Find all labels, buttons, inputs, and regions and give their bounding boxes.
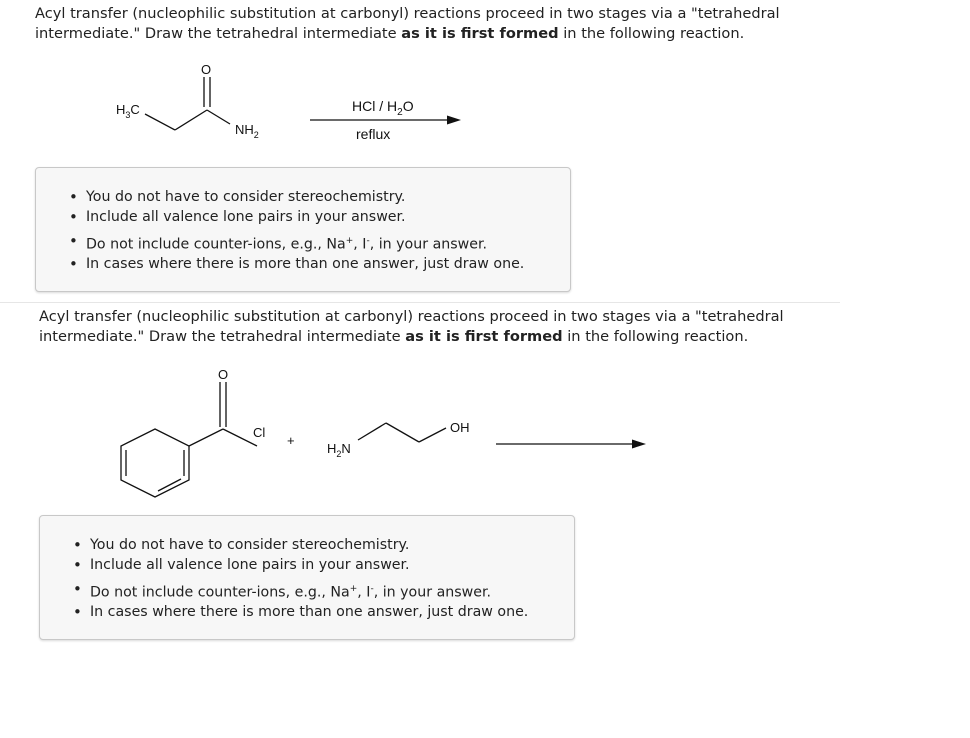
reaction-1-scheme: [100, 55, 580, 155]
instruction-item: • Include all valence lone pairs in your answer.: [70, 556, 574, 576]
amine-label: $H_2N$: [327, 441, 351, 459]
instruction-item: • Do not include counter-ions, e.g., Na+, I-, in your answer.: [70, 580, 574, 603]
instruction-item: • Do not include counter-ions, e.g., Na+, I-, in your answer.: [66, 232, 570, 255]
reagent-label: HCl / $H_2O$: [352, 98, 414, 118]
arrow-head: [447, 116, 461, 125]
reactant-propanamide: [145, 77, 230, 130]
arrow-head: [632, 440, 646, 449]
amine-label: $NH_2$: [235, 122, 259, 140]
instructions-list: [40, 516, 574, 623]
reaction-2-scheme: [100, 360, 720, 500]
instructions-box-2: [39, 515, 575, 640]
instruction-item: • Include all valence lone pairs in your answer.: [66, 208, 570, 228]
methyl-label: $H_3C$: [116, 102, 140, 120]
carbonyl-oxygen-label: O: [201, 62, 212, 77]
reactant-acid-chloride: [189, 382, 257, 446]
hydroxyl-label: OH: [450, 420, 470, 435]
condition-label: reflux: [356, 126, 391, 142]
question-2: [0, 303, 840, 733]
prompt-outro: in the following reaction.: [563, 25, 745, 42]
prompt-intro: Acyl transfer (nucleophilic substitution at carbonyl) reactions proceed in two stages via a "tetrahedral intermediate." Draw the tetrahedral intermediate: [39, 308, 784, 345]
instruction-item: • You do not have to consider stereochemistry.: [70, 536, 574, 556]
prompt-outro: in the following reaction.: [567, 328, 749, 345]
instruction-item: • In cases where there is more than one answer, just draw one.: [66, 255, 570, 275]
instructions-list: [36, 168, 570, 275]
question-1: [0, 0, 840, 300]
question-1-prompt: [35, 4, 835, 44]
instruction-item: • In cases where there is more than one answer, just draw one.: [70, 603, 574, 623]
prompt-emphasis: as it is first formed: [401, 25, 559, 42]
instruction-item: • You do not have to consider stereochemistry.: [66, 188, 570, 208]
prompt-emphasis: as it is first formed: [405, 328, 563, 345]
question-2-prompt: [39, 307, 839, 347]
reactant-aminopropanol: [358, 423, 446, 442]
instructions-box-1: [35, 167, 571, 292]
plus-sign: +: [287, 433, 295, 448]
prompt-intro: Acyl transfer (nucleophilic substitution at carbonyl) reactions proceed in two stages via a "tetrahedral intermediate." Draw the tetrahedral intermediate: [35, 5, 780, 42]
carbonyl-oxygen-label: O: [218, 367, 229, 382]
benzene-ring: [121, 429, 189, 497]
chlorine-label: Cl: [253, 425, 266, 440]
